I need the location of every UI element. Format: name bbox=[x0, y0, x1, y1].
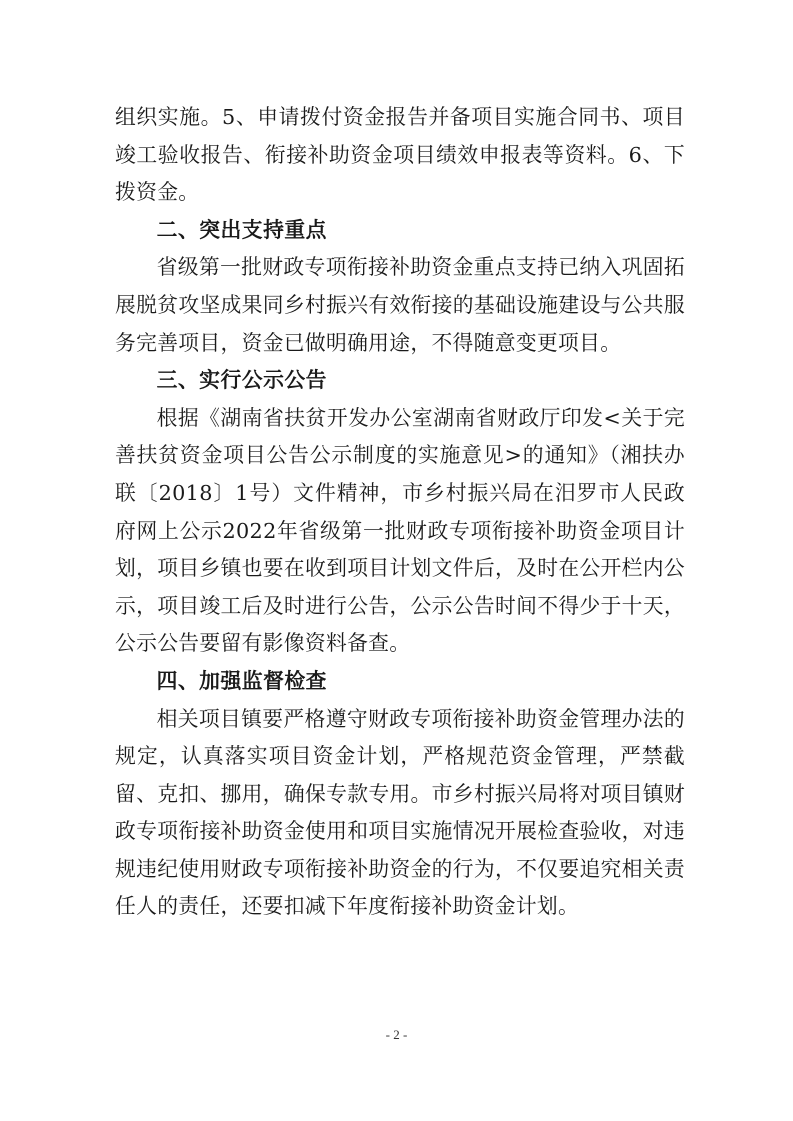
intro-continuation-paragraph: 组织实施。5、申请拨付资金报告并备项目实施合同书、项目竣工验收报告、衔接补助资金项目绩效申报表等资料。6、下拨资金。 bbox=[115, 105, 685, 205]
section-paragraph-supervision: 相关项目镇要严格遵守财政专项衔接补助资金管理办法的规定，认真落实项目资金计划，严格规范资金管理，严禁截留、克扣、挪用，确保专款专用。市乡村振兴局将对项目镇财政专项衔接补助资金使用和项目实施情况开展检查验收，对违规违纪使用财政专项衔接补助资金的行为，不仅要追究相关责任人的责任，还要扣减下年度衔接补助资金计划。 bbox=[115, 706, 685, 919]
document-body bbox=[115, 99, 685, 926]
section-paragraph-support-focus: 省级第一批财政专项衔接补助资金重点支持已纳入巩固拓展脱贫攻坚成果同乡村振兴有效衔接的基础设施建设与公共服务完善项目，资金已做明确用途，不得随意变更项目。 bbox=[115, 255, 685, 355]
section-heading-support-focus: 二、突出支持重点 bbox=[156, 217, 327, 242]
page-number: - 2 - bbox=[385, 1027, 408, 1042]
section-heading-public-notice: 三、实行公示公告 bbox=[156, 368, 327, 393]
section-paragraph-public-notice: 根据《湖南省扶贫开发办公室湖南省财政厅印发<关于完善扶贫资金项目公告公示制度的实施意见>的通知》（湘扶办联〔2018〕1号）文件精神，市乡村振兴局在汨罗市人民政府网上公示2022年省级第一批财政专项衔接补助资金项目计划，项目乡镇也要在收到项目计划文件后，及时在公开栏内公示，项目竣工后及时进行公告，公示公告时间不得少于十天，公示公告要留有影像资料备查。 bbox=[115, 405, 685, 656]
section-heading-supervision: 四、加强监督检查 bbox=[156, 668, 327, 693]
